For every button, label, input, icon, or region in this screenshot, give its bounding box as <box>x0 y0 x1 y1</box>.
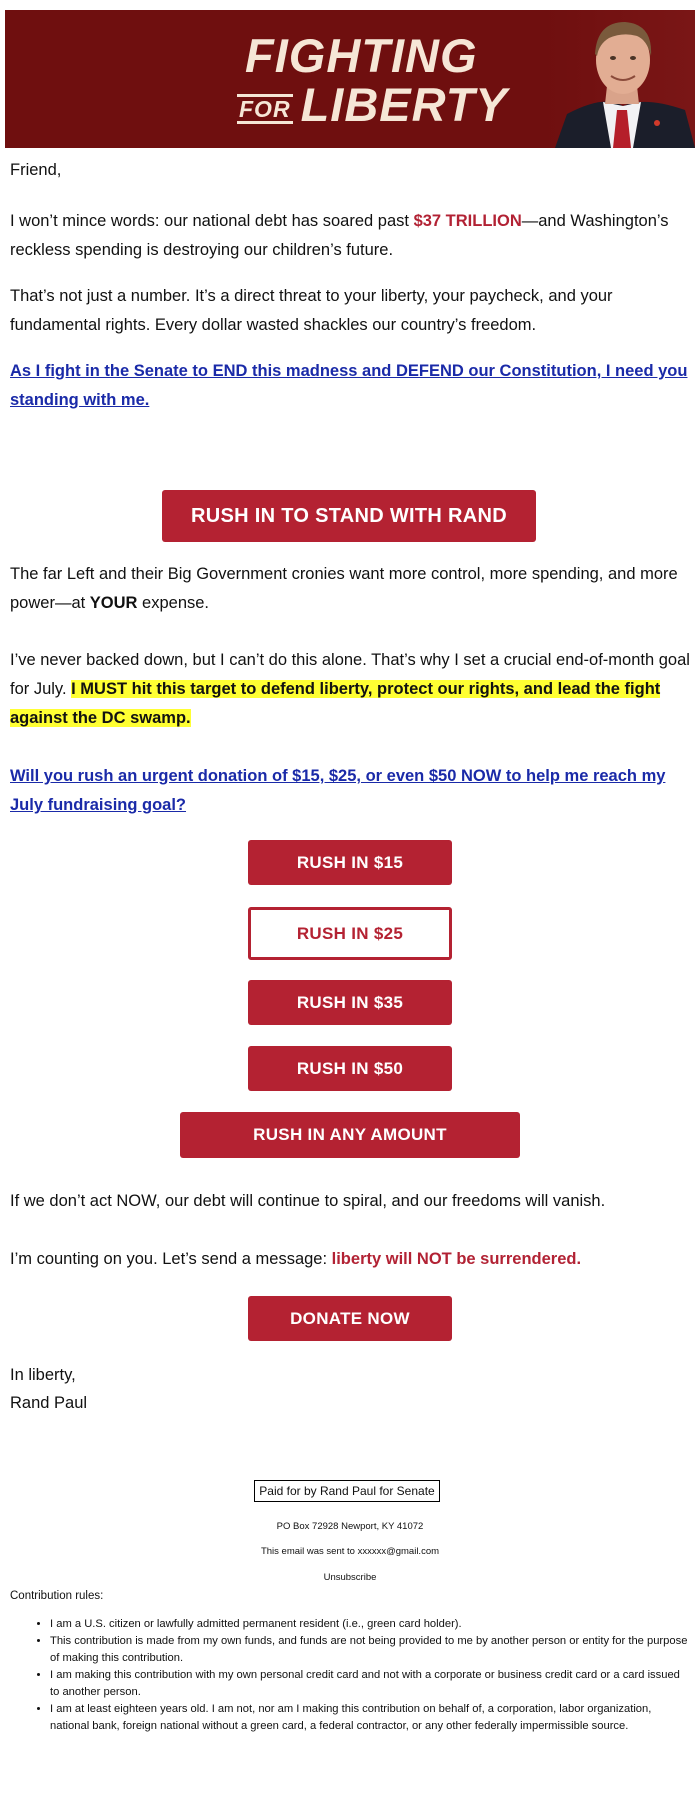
contribution-rule: • This contribution is made from my own funds, and funds are not being provided to me by another person or entity for the purpose of making this contribution. <box>50 1633 690 1667</box>
senator-portrait <box>545 10 695 148</box>
paragraph-left-text-a: The far Left and their Big Government cronies want more control, more spending, and more power—at <box>10 565 678 612</box>
donate-15-button[interactable]: RUSH IN $15 <box>248 840 452 885</box>
signoff-line1: In liberty, <box>10 1366 76 1384</box>
donate-50-button[interactable]: RUSH IN $50 <box>248 1046 452 1091</box>
banner-title-line1: FIGHTING <box>245 29 478 82</box>
contribution-rule: • I am a U.S. citizen or lawfully admitted permanent resident (i.e., green card holder). <box>50 1616 690 1633</box>
donate-35-button[interactable]: RUSH IN $35 <box>248 980 452 1025</box>
donate-now-button[interactable]: DONATE NOW <box>248 1296 452 1341</box>
link-paragraph-1 <box>10 357 690 415</box>
paragraph-threat: That’s not just a number. It’s a direct threat to your liberty, your paycheck, and your fundamental rights. Every dollar wasted shackles our country’s freedom. <box>10 287 613 334</box>
banner-logo-text <box>237 29 547 131</box>
paragraph-goal-highlight: I MUST hit this target to defend liberty, protect our rights, and lead the fight against the DC swamp. <box>10 680 661 727</box>
stand-with-rand-button[interactable]: RUSH IN TO STAND WITH RAND <box>162 490 536 542</box>
urgent-donation-link[interactable]: Will you rush an urgent donation of $15, $25, or even $50 NOW to help me reach my July fundraising goal? <box>10 767 666 814</box>
paragraph-left-text-b: expense. <box>137 594 210 612</box>
link-paragraph-2 <box>10 762 690 820</box>
banner-title-line2: LIBERTY <box>300 78 508 131</box>
stand-with-me-link[interactable]: As I fight in the Senate to END this madness and DEFEND our Constitution, I need you standing with me. <box>10 362 688 409</box>
paragraph-debt <box>10 207 690 265</box>
paragraph-goal-text: I’ve never backed down, but I can’t do this alone. That’s why I set a crucial end-of-month goal for July. <box>10 651 690 698</box>
paragraph-debt-text-a: I won’t mince words: our national debt has soared past <box>10 212 414 230</box>
paragraph-left-your: YOUR <box>89 594 138 612</box>
paragraph-act-now: If we don’t act NOW, our debt will continue to spiral, and our freedoms will vanish. <box>10 1192 606 1210</box>
greeting: Friend, <box>10 161 62 179</box>
contribution-rules-list <box>10 1616 690 1735</box>
debt-amount: $37 TRILLION <box>413 212 522 230</box>
donate-any-amount-button[interactable]: RUSH IN ANY AMOUNT <box>180 1112 520 1158</box>
paragraph-counting-text: I’m counting on you. Let’s send a message: <box>10 1250 332 1268</box>
banner-title-for: FOR <box>239 96 291 122</box>
donate-25-button[interactable]: RUSH IN $25 <box>248 907 452 960</box>
contribution-rule: • I am at least eighteen years old. I am not, nor am I making this contribution on behalf of, a corporation, labor organization, national bank, foreign national without a green card, a federal contractor, or any other federally impermissible source. <box>50 1701 690 1735</box>
liberty-message: liberty will NOT be surrendered. <box>331 1250 582 1268</box>
footer-address: PO Box 72928 Newport, KY 41072 <box>276 1521 424 1532</box>
paid-for-by-box: Paid for by Rand Paul for Senate <box>254 1480 440 1502</box>
paragraph-left <box>10 560 690 618</box>
signoff-name: Rand Paul <box>10 1394 88 1412</box>
footer-sent-to: This email was sent to xxxxxx@gmail.com <box>260 1546 440 1557</box>
paragraph-counting <box>10 1245 690 1274</box>
contribution-rules-title: Contribution rules: <box>10 1590 104 1602</box>
paragraph-debt-text-b: —and Washington’s reckless spending is destroying our children’s future. <box>10 212 669 259</box>
paragraph-goal <box>10 646 690 733</box>
unsubscribe-link[interactable]: Unsubscribe <box>323 1572 377 1583</box>
header-banner <box>5 10 695 148</box>
contribution-rule: • I am making this contribution with my own personal credit card and not with a corporate or business credit card or a card issued to another person. <box>50 1667 690 1701</box>
